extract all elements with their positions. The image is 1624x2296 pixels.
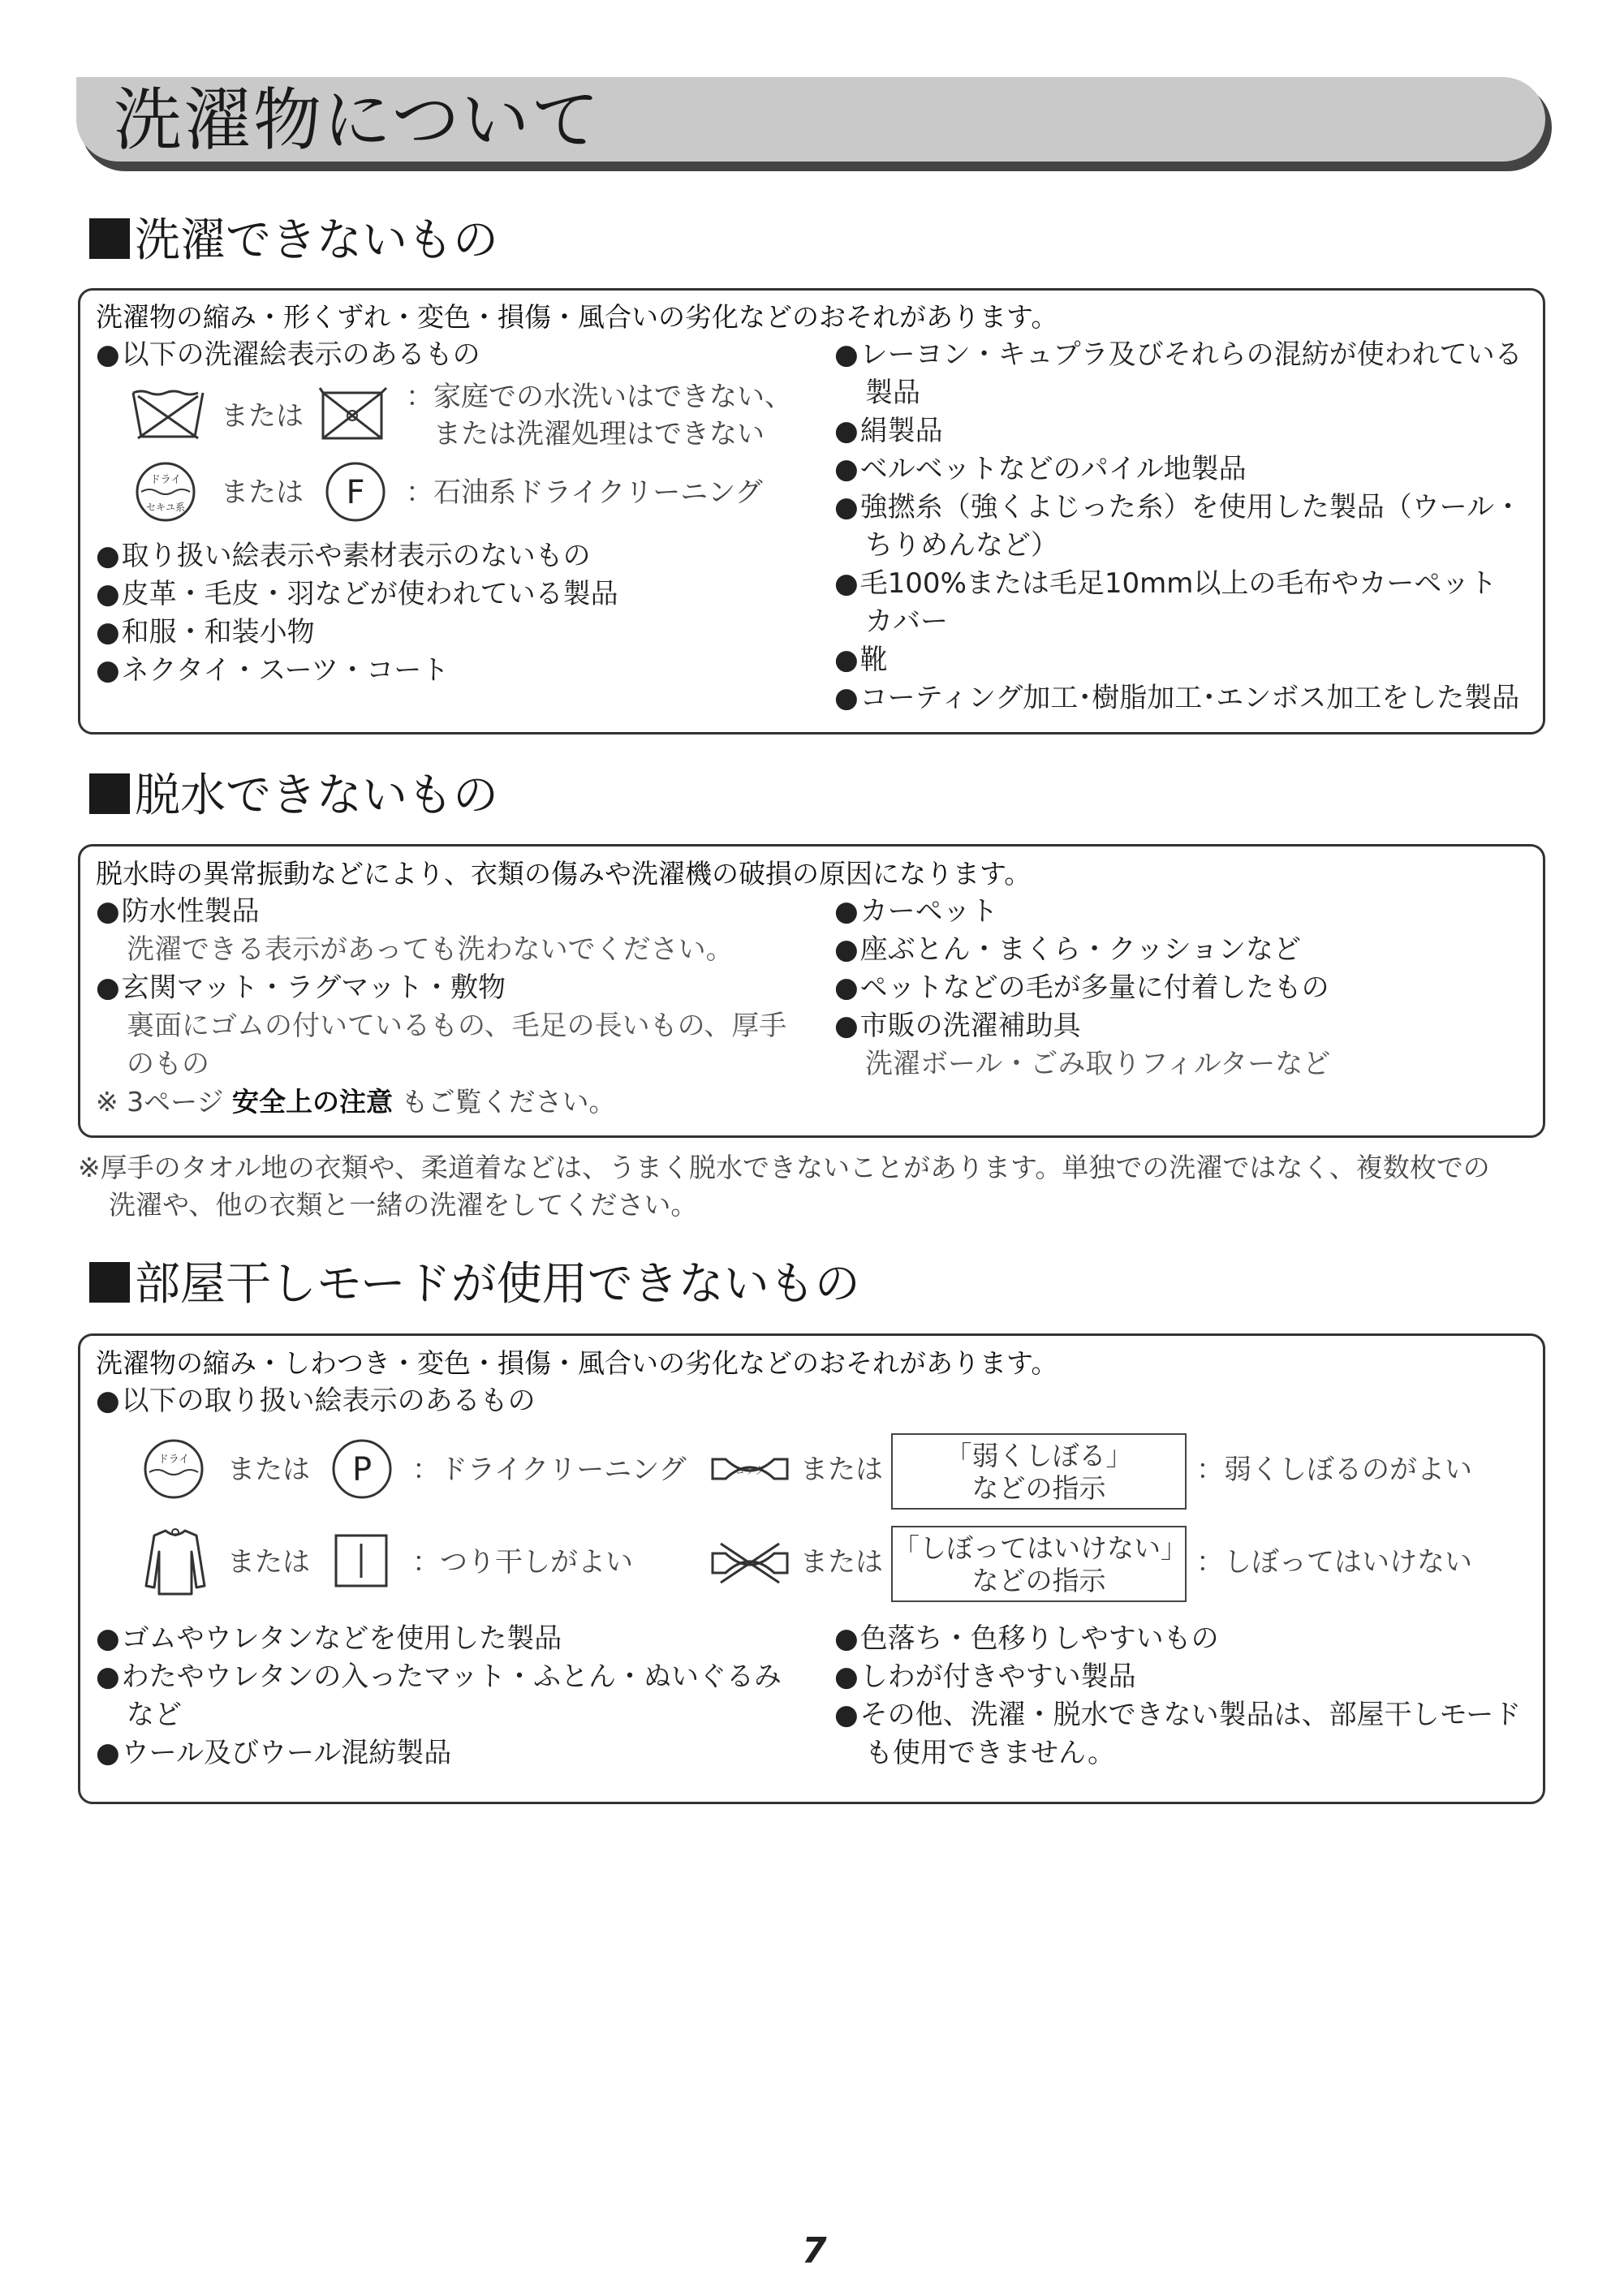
list-item: ● 毛100%または毛足10mm以上の毛布やカーペット — [834, 565, 1497, 602]
instruction-line2: などの指示 — [971, 1565, 1106, 1596]
dry-label-text: ドライ — [157, 1454, 190, 1466]
list-item: ● ペットなどの毛が多量に付着したもの — [834, 969, 1329, 1006]
list-item: ● わたやウレタンの入ったマット・ふとん・ぬいぐるみ — [96, 1658, 782, 1695]
f-letter: F — [346, 474, 365, 511]
ref-bold: 安全上の注意 — [231, 1086, 393, 1118]
section-heading-no-spin — [89, 768, 498, 825]
footnote-line2: 洗濯や、他の衣類と一緒の洗濯をしてください。 — [109, 1189, 698, 1221]
symbol-desc-line1: ：家庭での水洗いはできない、 — [406, 381, 792, 413]
list-item: ● コーティング加工･樹脂加工･エンボス加工をした製品 — [834, 679, 1519, 717]
footnote-line1: ※厚手のタオル地の衣類や、柔道着などは、うまく脱水できないことがあります。単独での洗濯ではなく、複数枚での — [78, 1152, 1490, 1183]
list-item-cont: など — [127, 1699, 182, 1731]
list-item: ● ベルベットなどのパイル地製品 — [834, 450, 1247, 488]
list-item-cont: 製品 — [865, 377, 920, 409]
instruction-box-gentle — [891, 1433, 1187, 1510]
symbol-desc-line2: または洗濯処理はできない — [406, 418, 765, 450]
section-heading-text: 脱水できないもの — [135, 769, 498, 822]
line-dry-icon — [333, 1532, 391, 1591]
list-item: ● 色落ち・色移りしやすいもの — [834, 1620, 1219, 1657]
list-item-sub: のもの — [127, 1048, 209, 1080]
list-item-sub: 洗濯できる表示があっても洗わないでください。 — [127, 933, 734, 966]
washtub-crossed-icon — [130, 388, 206, 442]
p-letter: P — [351, 1451, 373, 1488]
page-title: 洗濯物について — [114, 80, 601, 160]
or-label: または — [227, 1546, 310, 1579]
list-item-cont: カバー — [865, 605, 948, 638]
list-item-sub: 裏面にゴムの付いているもの、毛足の長いもの、厚手 — [127, 1010, 787, 1042]
no-indoor-intro: 洗濯物の縮み・しわつき・変色・損傷・風合いの劣化などのおそれがあります。 — [96, 1347, 1058, 1379]
or-label: または — [800, 1546, 883, 1579]
symbol-desc: ：つり干しがよい — [412, 1546, 633, 1579]
safety-reference — [96, 1083, 615, 1121]
instruction-line1: 「しぼってはいけない」 — [893, 1532, 1187, 1564]
ref-prefix: ※ 3ページ — [96, 1086, 224, 1118]
gentle-label-text: ヨワク — [734, 1465, 765, 1476]
no-indoor-symbols-lead: ● 以下の取り扱い絵表示のあるもの — [96, 1382, 536, 1419]
list-item: ● 玄関マット・ラグマット・敷物 — [96, 969, 506, 1006]
wring-gently-icon — [709, 1453, 790, 1485]
list-item: ● 座ぶとん・まくら・クッションなど — [834, 931, 1301, 968]
list-item: ● その他、洗濯・脱水できない製品は、部屋干しモード — [834, 1696, 1521, 1734]
list-item: ● 靴 — [834, 641, 888, 678]
section-heading-no-indoor — [89, 1256, 860, 1313]
list-item-cont: も使用できません。 — [865, 1737, 1116, 1769]
list-item: ● 市販の洗濯補助具 — [834, 1007, 1081, 1045]
list-item: ● 取り扱い絵表示や素材表示のないもの — [96, 537, 591, 575]
hang-dry-shirt-icon — [143, 1524, 208, 1599]
instruction-line2: などの指示 — [971, 1472, 1106, 1504]
heading-square-icon — [89, 773, 130, 814]
list-item: ● カーペット — [834, 893, 998, 930]
or-label: または — [221, 476, 304, 509]
list-item-sub: 洗濯ボール・ごみ取りフィルターなど — [865, 1048, 1331, 1080]
or-label: または — [227, 1454, 310, 1486]
dry-clean-petroleum-icon — [135, 461, 196, 523]
petroleum-label-text: セキユ系 — [145, 502, 186, 513]
list-item: ● しわが付きやすい製品 — [834, 1658, 1136, 1695]
section-heading-text: 部屋干しモードが使用できないもの — [135, 1258, 860, 1311]
list-item: ● 強撚糸（強くよじった糸）を使用した製品（ウール・ — [834, 489, 1522, 526]
section-heading-no-wash — [89, 213, 498, 269]
list-item: ● ゴムやウレタンなどを使用した製品 — [96, 1620, 562, 1657]
list-item: ● レーヨン・キュプラ及びそれらの混紡が使われている — [834, 336, 1523, 373]
list-item: ● 和服・和装小物 — [96, 614, 315, 651]
no-wash-intro: 洗濯物の縮み・形くずれ・変色・損傷・風合いの劣化などのおそれがあります。 — [96, 301, 1058, 333]
heading-square-icon — [89, 218, 130, 259]
dry-clean-icon — [143, 1438, 205, 1500]
heading-square-icon — [89, 1262, 130, 1303]
dry-label-text: ドライ — [149, 474, 182, 486]
list-item: ● ネクタイ・スーツ・コート — [96, 652, 449, 689]
page-number: 7 — [802, 2230, 827, 2272]
or-label: または — [221, 400, 304, 433]
symbol-desc: ：弱くしぼるのがよい — [1196, 1454, 1472, 1486]
instruction-box-no-wring — [891, 1526, 1187, 1602]
symbol-desc: ：しぼってはいけない — [1196, 1546, 1472, 1579]
dry-clean-p-icon — [331, 1438, 393, 1500]
section-heading-text: 洗濯できないもの — [135, 214, 498, 267]
or-label: または — [800, 1454, 883, 1486]
do-not-wring-icon — [709, 1540, 790, 1586]
list-item-cont: ちりめんなど） — [865, 529, 1058, 562]
no-spin-intro: 脱水時の異常振動などにより、衣類の傷みや洗濯機の破損の原因になります。 — [96, 858, 1032, 890]
list-item: ● 防水性製品 — [96, 893, 260, 930]
list-item: ● 絹製品 — [834, 412, 943, 450]
no-wash-symbols-lead: ● 以下の洗濯絵表示のあるもの — [96, 336, 480, 373]
wash-process-crossed-icon — [318, 386, 391, 443]
list-item: ● ウール及びウール混紡製品 — [96, 1734, 451, 1772]
dry-clean-f-icon — [325, 461, 386, 523]
ref-suffix: もご覧ください。 — [401, 1086, 616, 1118]
symbol-desc: ：ドライクリーニング — [412, 1454, 687, 1486]
symbol-desc: ：石油系ドライクリーニング — [406, 476, 763, 509]
list-item: ● 皮革・毛皮・羽などが使われている製品 — [96, 575, 618, 613]
instruction-line1: 「弱くしぼる」 — [945, 1440, 1133, 1471]
